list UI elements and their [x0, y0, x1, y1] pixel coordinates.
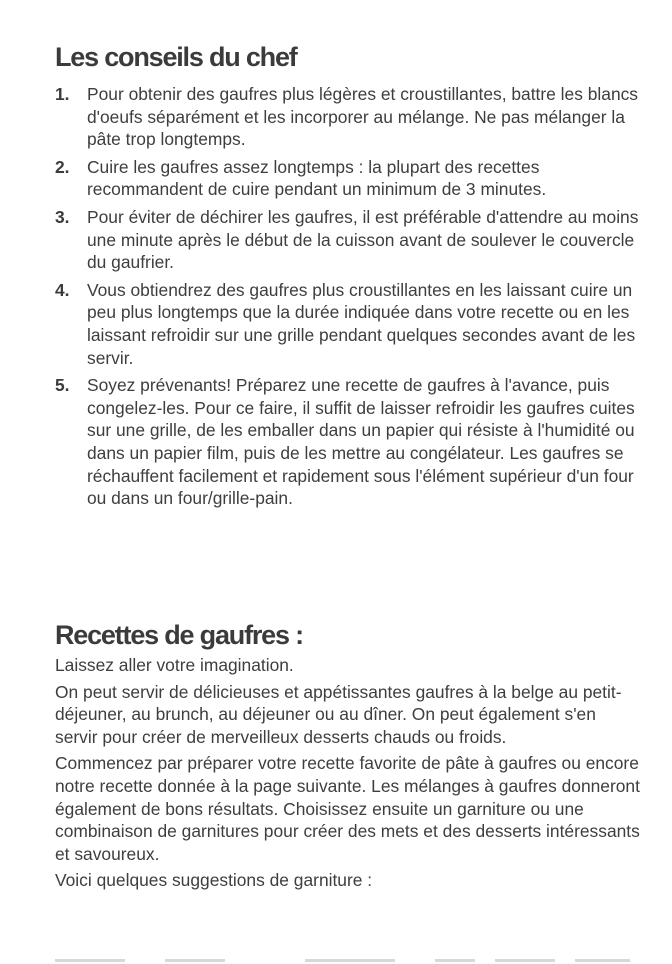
section-title-recettes: Recettes de gaufres :: [55, 620, 303, 650]
edge-mark: [495, 959, 555, 962]
paragraph: Commencez par préparer votre recette favorite de pâte à gaufres ou encore notre recette donnée à la page suivante. Les mélanges à gaufres donneront également de bons résultats. Choisissez ensuite un garniture ou une combinaison de garnitures pour créer des mets et des desserts intéressants et savoureux.: [55, 753, 640, 864]
paragraph: Laissez aller votre imagination.: [55, 655, 294, 675]
list-item: [55, 83, 640, 151]
list-item-number: 1.: [55, 84, 70, 104]
list-item-number: 3.: [55, 206, 70, 227]
tips-list: [55, 83, 640, 515]
recettes-body: [55, 654, 640, 896]
list-item-text: Soyez prévenants! Préparez une recette de gaufres à l'avance, puis congelez-les. Pour ce faire, il suffit de laisser refroidir les gaufres cuites sur une grille, de les emballer dans un papier qui résiste à l'humidité ou dans un papier film, puis de les mettre au congélateur. Les gaufres se réchauffent facilement et rapidement sous l'élément supérieur d'un four ou dans un four/grille-pain.: [87, 375, 635, 509]
list-item: [55, 156, 640, 201]
list-item-text: Cuire les gaufres assez longtemps : la plupart des recettes recommandent de cuire pendant un minimum de 3 minutes.: [87, 156, 547, 200]
paragraph: On peut servir de délicieuses et appétissantes gaufres à la belge au petit-déjeuner, au brunch, au déjeuner ou au dîner. On peut également s'en servir pour créer de merveilleux desserts chauds ou froids.: [55, 681, 622, 747]
list-item-number: 5.: [55, 375, 70, 396]
edge-mark: [165, 959, 225, 962]
list-item-text: Pour obtenir des gaufres plus légères et croustillantes, battre les blancs d'oeufs séparément et les incorporer au mélange. Ne pas mélanger la pâte trop longtemps.: [87, 84, 639, 150]
section-title-conseils: Les conseils du chef: [55, 42, 297, 72]
edge-mark: [55, 959, 125, 962]
page-bottom-edge: [55, 955, 635, 964]
list-item: [55, 206, 640, 274]
list-item-text: Vous obtiendrez des gaufres plus croustillantes en les laissant cuire un peu plus longtemps que la durée indiquée dans votre recette ou en les laissant refroidir sur une grille pendant quelques secondes avant de les servir.: [87, 279, 636, 368]
paragraph: Voici quelques suggestions de garniture :: [55, 870, 373, 891]
edge-mark: [305, 959, 395, 962]
list-item-number: 2.: [55, 156, 70, 177]
list-item-text: Pour éviter de déchirer les gaufres, il est préférable d'attendre au moins une minute après le début de la cuisson avant de soulever le couvercle du gaufrier.: [87, 206, 639, 273]
list-item: [55, 374, 640, 510]
edge-mark: [435, 959, 475, 962]
list-item: [55, 279, 640, 369]
list-item-number: 4.: [55, 279, 70, 300]
edge-mark: [575, 959, 630, 962]
